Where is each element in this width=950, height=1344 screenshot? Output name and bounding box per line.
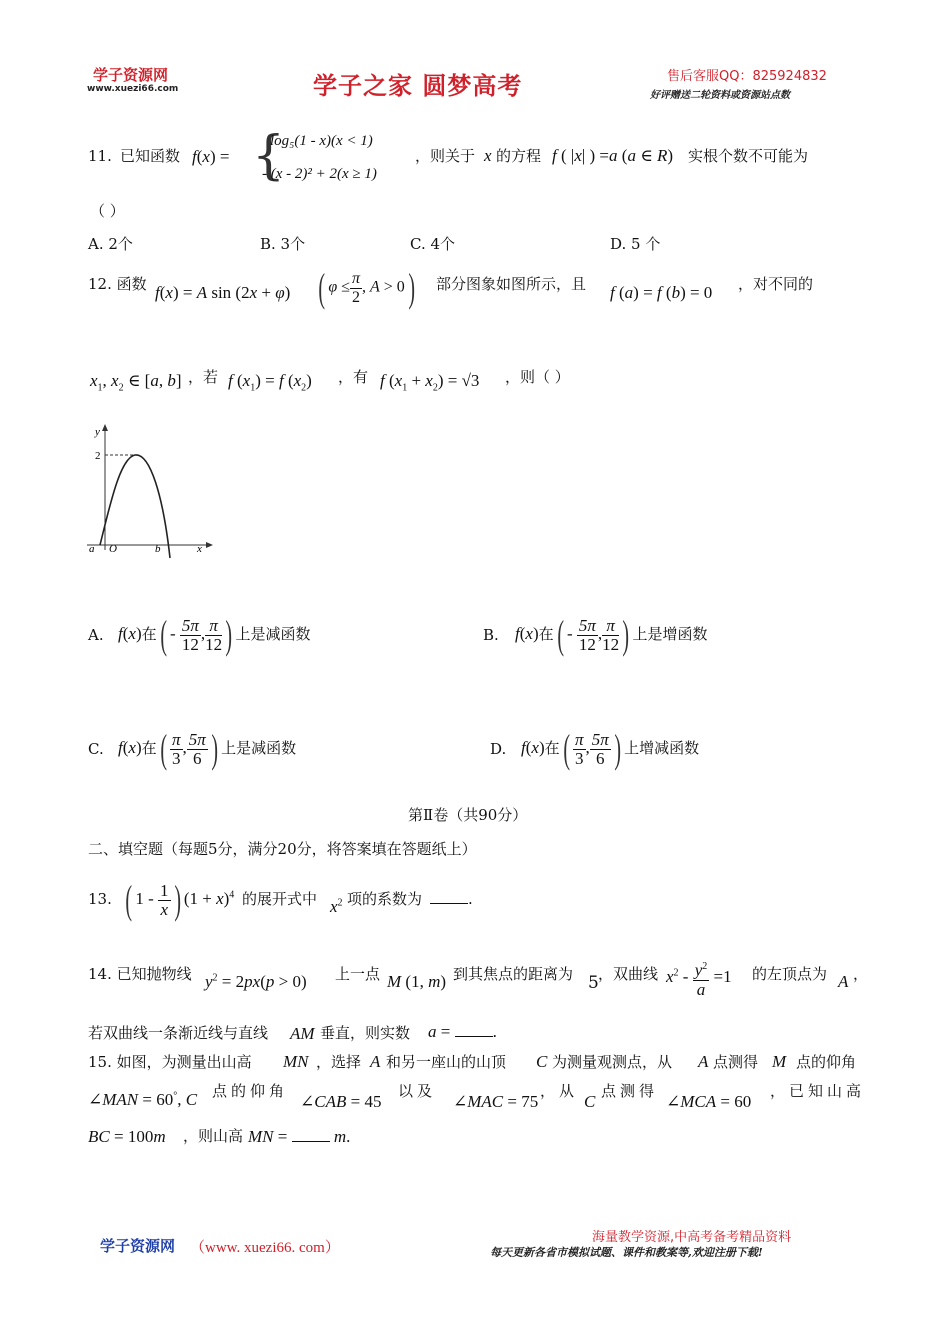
q12-fab: f (a) = f (b) = 0 [610, 283, 713, 302]
q15-l2c: ，从 [540, 1082, 579, 1100]
q14-lead: 14. 已知抛物线 [88, 965, 192, 983]
q15-l1a: 15. 如图，为测量出山高 [88, 1053, 252, 1071]
q13-text: 的展开式中 [242, 890, 318, 908]
q15-l1c: 和另一座山的山顶 [386, 1053, 507, 1071]
q11-eq: f ( |x| ) =a (a ∈ R) [552, 146, 674, 165]
q12-option-a-letter[interactable]: A. [88, 626, 104, 644]
q15-angle-cab: ∠CAB = 45 [300, 1092, 382, 1111]
graph-two-label: 2 [95, 450, 101, 462]
q14-line2b: 垂直，则实数 [320, 1024, 411, 1042]
q12-option-a[interactable]: f(x)在( - $\frac{5\pi}{12}$ , $\frac{\pi}{12}$ ) 上是减函数 [118, 612, 311, 657]
q12-option-b-letter[interactable]: B. [483, 626, 499, 644]
header-slogan: 学子之家 圆梦高考 [313, 72, 523, 100]
q12-graph [85, 420, 215, 560]
graph-x-label: x [197, 543, 202, 555]
q15-c: C [536, 1052, 548, 1071]
q11-option-a[interactable]: A. 2个 [88, 235, 133, 253]
q14-t3: ，双曲线 [598, 965, 659, 983]
q11-number: 11. [88, 147, 112, 165]
q15-bc: BC = 100m [88, 1127, 166, 1146]
q15-l1f: 点的仰角 [796, 1053, 857, 1071]
q12-end: ，对不同的 [738, 275, 814, 293]
footer-ad1: 海量教学资源,中高考备考精品资料 [592, 1230, 792, 1245]
section-heading: 二、填空题（每题5分，满分20分，将答案填在答题纸上） [88, 840, 477, 858]
q15-a: A [370, 1052, 381, 1071]
q12-condition: ( φ ≤ $\frac{\pi}{2}$ , A > 0) [318, 265, 415, 310]
q15-m: M [772, 1052, 787, 1071]
footer-logo: 学子资源网 [100, 1237, 176, 1255]
q12-option-c[interactable]: f(x)在( $\frac{\pi}{3}$ , $\frac{5\pi}{6}$ ) 上是减函数 [118, 726, 297, 771]
q15-l2b: 以及 [398, 1082, 437, 1100]
graph-y-label: y [95, 426, 100, 438]
q12-equal: f $(x_1) = f$ $(x_2)$ [228, 371, 312, 394]
q11-tail3: 实根个数不可能为 [688, 147, 809, 165]
q11-brace: { [252, 126, 286, 186]
y-arrow-icon [102, 424, 108, 431]
q11-case2: - (x - 2)² + 2(x ≥ 1) [262, 166, 377, 182]
q12-line2c: ，则（ ） [505, 368, 570, 386]
q11-fx: f(x) = [192, 147, 230, 166]
q12-option-b[interactable]: f(x)在( - $\frac{5\pi}{12}$ , $\frac{\pi}{12}$ ) 上是增函数 [515, 612, 708, 657]
q11-paren: （ ） [90, 202, 125, 220]
q11-lead: 已知函数 [120, 147, 181, 165]
q15-a2: A [698, 1052, 709, 1071]
q12-option-d-letter[interactable]: D. [490, 740, 507, 758]
header-qq: 售后客服QQ：825924832 [667, 69, 827, 84]
graph-o-label: O [109, 543, 117, 555]
q13-expression: ( 1 - $\frac{1}{x}$ ) $(1 + x)^4$ [125, 877, 235, 922]
q11-option-c[interactable]: C. 4个 [410, 235, 456, 253]
x-arrow-icon [206, 542, 213, 548]
q13-number: 13. [88, 890, 112, 908]
q14-t1: 上一点 [335, 965, 381, 983]
q11-x: x [484, 146, 492, 165]
q14-five: 5 [588, 973, 599, 993]
header-logo: 学子资源网 [93, 66, 169, 84]
q15-answer[interactable]: MN = m. [248, 1127, 351, 1146]
q12-set: $x_1$, $x_2$ ∈ [a, b] [90, 371, 182, 394]
q14-point: M (1, m) [387, 972, 447, 991]
q13-x2: $x^2$ [330, 897, 343, 916]
q12-function: f(x) = A sin (2x + φ) [155, 283, 291, 302]
q11-case1: log₅(1 - x)(x < 1) [270, 133, 373, 149]
graph-b-label: b [155, 543, 161, 555]
q15-l3a: ，则山高 [183, 1127, 244, 1145]
footer-url[interactable]: （www. xuezi66. com） [190, 1240, 340, 1256]
q14-a-point: A [838, 972, 849, 991]
q11-tail: ，则关于 [415, 147, 476, 165]
q11-option-b[interactable]: B. 3个 [260, 235, 306, 253]
q15-mn: MN [283, 1052, 309, 1071]
q14-t2: 到其焦点的距离为 [453, 965, 574, 983]
q15-c2: C [584, 1092, 596, 1111]
q15-l2a: 点的仰角 [212, 1082, 289, 1100]
header-promo: 好评赠送二轮资料或资源站点数 [650, 90, 790, 101]
q14-a-eq[interactable]: a = . [428, 1022, 497, 1041]
q12-option-d[interactable]: f(x)在( $\frac{\pi}{3}$ , $\frac{5\pi}{6}$ ) 上增减函数 [521, 726, 700, 771]
q12-sum: f $(x_1 + x_2) = √3$ [380, 371, 480, 394]
q15-l2e: ，已知山高 [770, 1082, 866, 1100]
q12-option-c-letter[interactable]: C. [88, 740, 104, 758]
q15-l1d: 为测量观测点，从 [552, 1053, 673, 1071]
q11-tail2: 的方程 [496, 147, 542, 165]
q12-mid: 部分图象如图所示，且 [436, 275, 587, 293]
q13-text2: 项的系数为 [347, 890, 423, 908]
footer-ad2: 每天更新各省市模拟试题、课件和教案等,欢迎注册下载! [490, 1246, 763, 1259]
q12-line2b: ，有 [338, 368, 369, 386]
q11-option-d[interactable]: D. 5 个 [610, 235, 661, 253]
q14-hyperbola: $x^2$ - $\frac{y^2}{a}$ =1 [666, 958, 732, 999]
q15-l1b: ，选择 [316, 1053, 362, 1071]
section-title: 第Ⅱ卷（共90分） [408, 806, 528, 824]
q14-am: AM [290, 1024, 315, 1043]
q13-answer-blank[interactable]: . [430, 888, 473, 910]
graph-a-label: a [89, 543, 95, 555]
header-logo-url[interactable]: www.xuezi66.com [87, 84, 179, 94]
q14-line2: 若双曲线一条渐近线与直线 [88, 1024, 269, 1042]
q14-parabola: $y^2 = 2px(p > 0)$ [205, 972, 307, 991]
q15-angle-mac: ∠MAC = 75 [453, 1092, 539, 1111]
q15-l2d: 点测得 [601, 1082, 659, 1100]
q14-t5: ， [853, 965, 869, 983]
q15-angle-mca: ∠MCA = 60 [666, 1092, 752, 1111]
q12-number: 12. 函数 [88, 275, 147, 293]
q12-line2a: ，若 [188, 368, 219, 386]
q15-l1e: 点测得 [713, 1053, 759, 1071]
q14-t4: 的左顶点为 [752, 965, 828, 983]
q15-angle-man: ∠MAN = 60°, C [88, 1090, 198, 1109]
